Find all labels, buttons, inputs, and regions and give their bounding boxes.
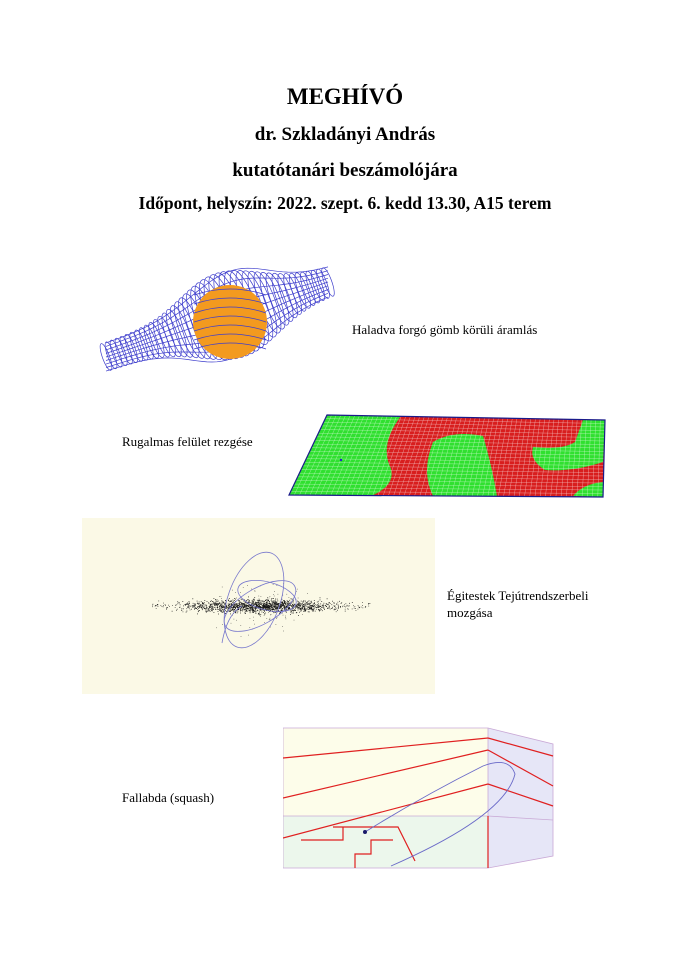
speaker-name: dr. Szkladányi András [254, 124, 436, 145]
caption-squash: Fallabda (squash) [122, 790, 215, 805]
datetime-location: Időpont, helyszín: 2022. szept. 6. kedd 13.30, A15 terem [138, 193, 552, 213]
caption-galaxy-line2: mozgása [447, 605, 493, 620]
caption-vibrating-plate: Rugalmas felület rezgése [122, 434, 253, 449]
caption-galaxy-line1: Égitestek Tejútrendszerbeli [447, 588, 589, 603]
invitation-title: MEGHÍVÓ [286, 84, 404, 109]
caption-sphere-flow: Haladva forgó gömb körüli áramlás [352, 322, 538, 337]
occasion-line: kutatótanári beszámolójára [232, 160, 458, 181]
sphere-flow-image [98, 262, 358, 412]
vibrating-plate-image [283, 412, 613, 502]
galaxy-image [82, 518, 435, 694]
squash-court-image [283, 716, 558, 880]
